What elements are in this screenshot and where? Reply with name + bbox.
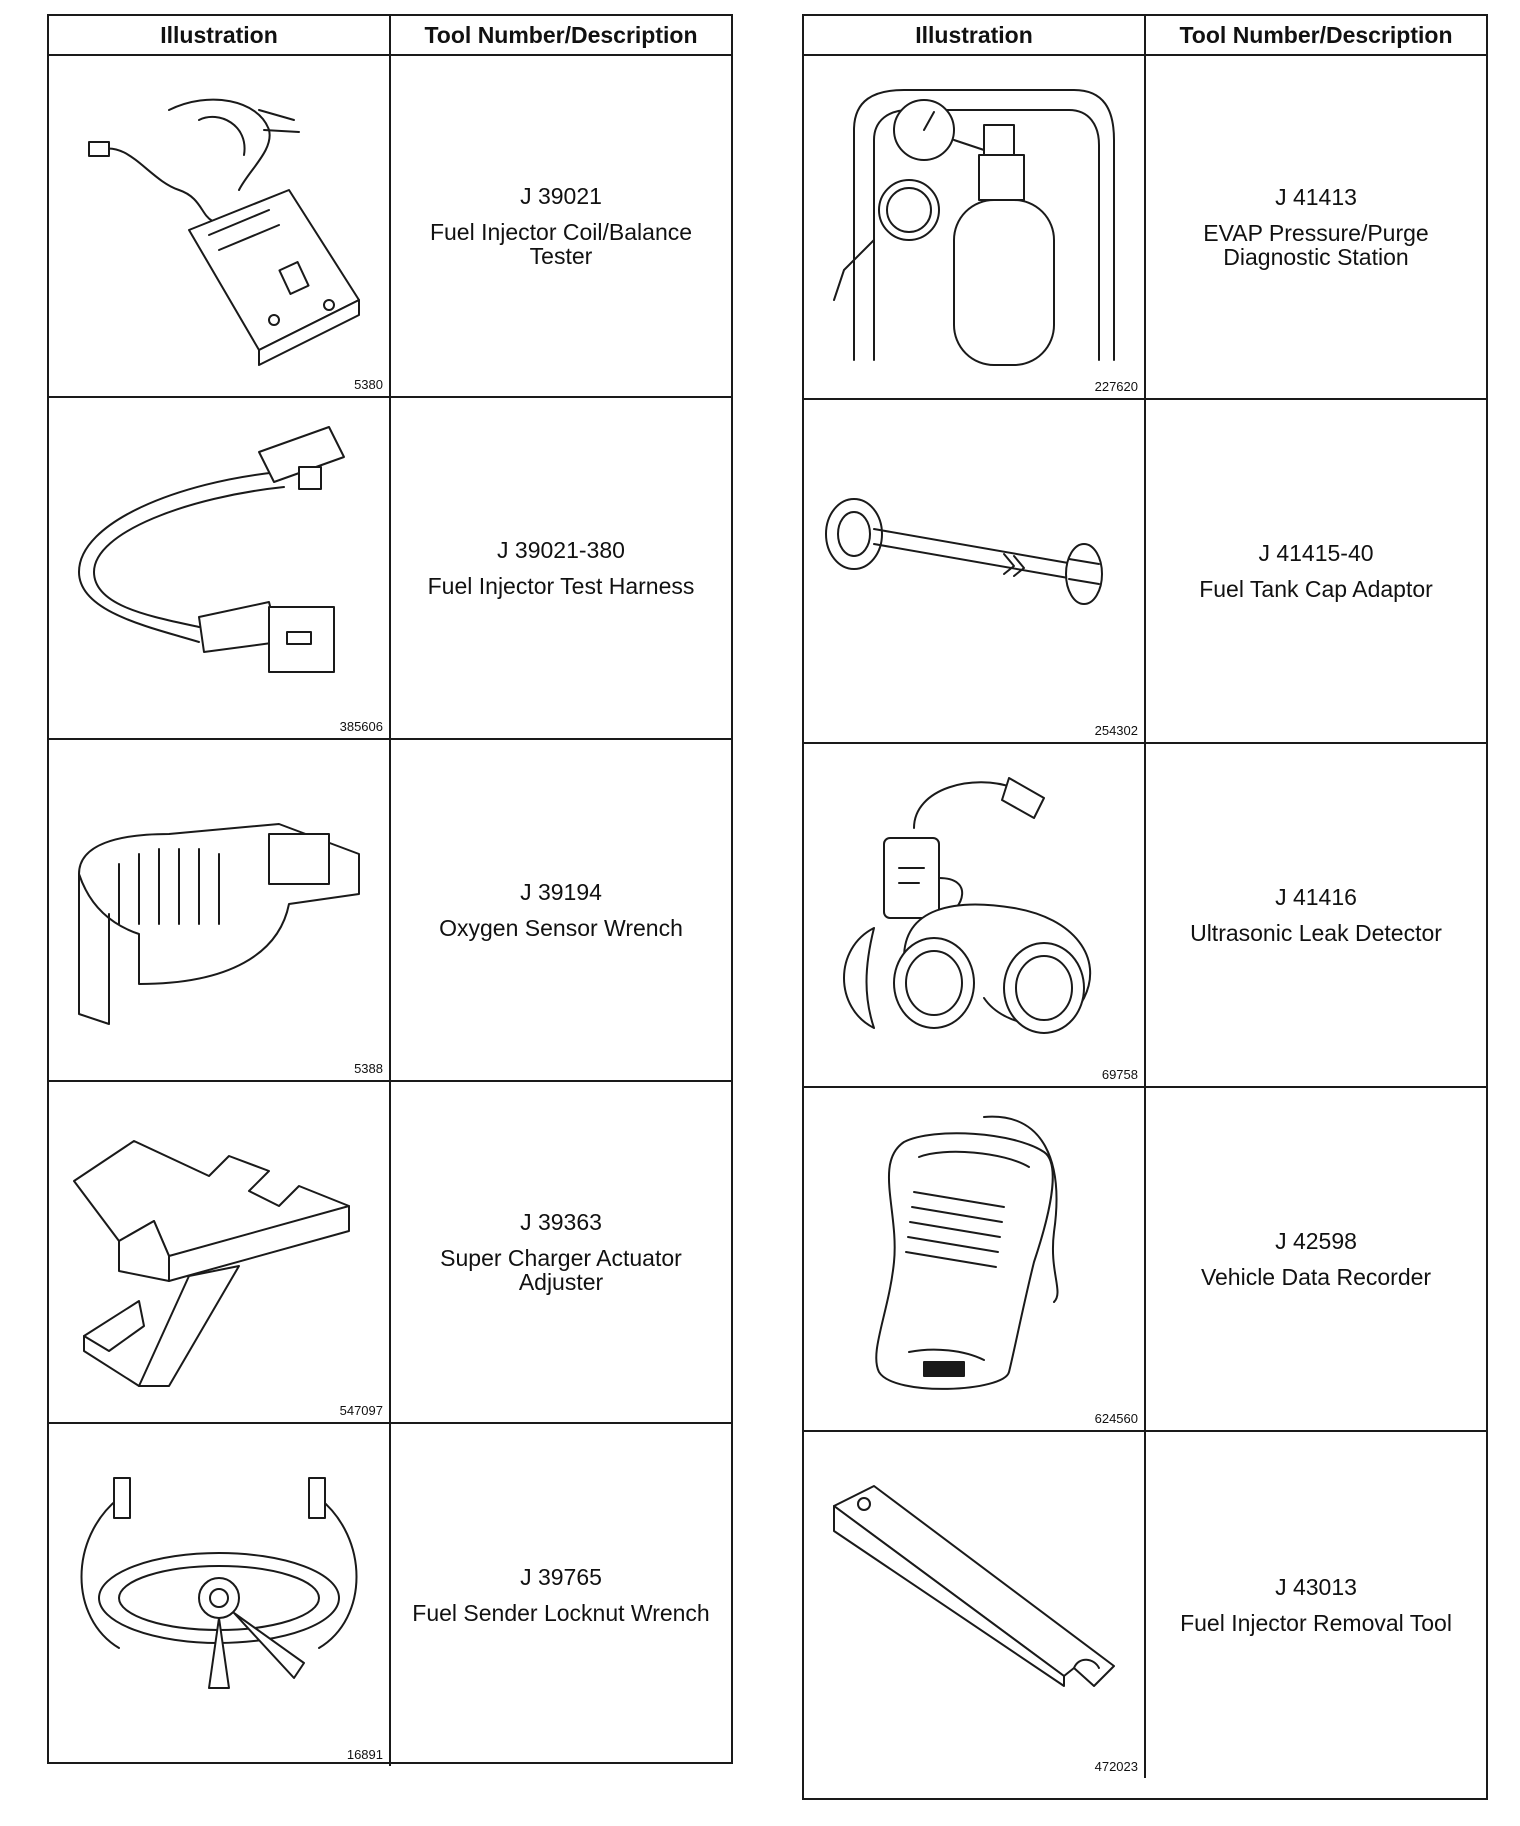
test-harness-icon	[59, 412, 379, 712]
tool-description-cell	[1146, 744, 1486, 1086]
tool-description-cell	[1146, 1432, 1486, 1778]
tool-description-cell	[391, 56, 731, 396]
figure-number: 16891	[346, 1747, 383, 1762]
data-recorder-icon	[814, 1102, 1134, 1402]
tool-number: J 41416	[1275, 883, 1357, 910]
table-row	[49, 1424, 731, 1766]
injector-tester-icon	[59, 70, 379, 370]
figure-number: 472023	[1094, 1759, 1138, 1774]
cap-adaptor-icon	[814, 414, 1134, 714]
tool-description-cell	[1146, 1088, 1486, 1430]
evap-station-icon	[814, 70, 1134, 370]
table-header	[49, 16, 731, 56]
tool-description: Super Charger Actuator Adjuster	[440, 1244, 682, 1296]
table-row	[49, 56, 731, 398]
illustration-cell	[49, 1424, 391, 1766]
tool-table-right	[802, 14, 1488, 1800]
illustration-header: Illustration	[804, 16, 1146, 54]
figure-number: 547097	[339, 1403, 383, 1418]
figure-number: 624560	[1094, 1411, 1138, 1426]
table-row	[804, 56, 1486, 400]
figure-number: 254302	[1094, 723, 1138, 738]
tool-number: J 39021-380	[497, 536, 625, 563]
table-row	[804, 400, 1486, 744]
tool-description: Vehicle Data Recorder	[1200, 1264, 1432, 1290]
tool-description-cell	[391, 398, 731, 738]
illustration-cell	[49, 56, 391, 396]
figure-number: 69758	[1101, 1067, 1138, 1082]
figure-number: 5380	[354, 377, 383, 392]
tool-number: J 42598	[1275, 1227, 1357, 1254]
tool-number: J 41413	[1275, 183, 1357, 210]
tool-description: Fuel Injector Coil/Balance Tester	[429, 218, 693, 270]
table-row	[804, 744, 1486, 1088]
table-header	[804, 16, 1486, 56]
tool-description: Fuel Injector Removal Tool	[1180, 1610, 1452, 1636]
illustration-cell	[49, 1082, 391, 1422]
leak-detector-icon	[814, 758, 1134, 1058]
illustration-cell	[804, 1088, 1146, 1430]
table-row	[804, 1088, 1486, 1432]
illustration-cell	[804, 1432, 1146, 1778]
tool-number: J 41415-40	[1258, 539, 1374, 566]
tool-description-cell	[391, 1424, 731, 1766]
table-row	[49, 398, 731, 740]
figure-number: 5388	[354, 1061, 383, 1076]
illustration-header: Illustration	[49, 16, 391, 54]
sensor-wrench-icon	[59, 754, 379, 1054]
table-row	[49, 1082, 731, 1424]
tool-description: EVAP Pressure/Purge Diagnostic Station	[1203, 219, 1429, 271]
figure-number: 227620	[1094, 379, 1138, 394]
tool-description: Fuel Tank Cap Adaptor	[1199, 576, 1433, 602]
actuator-adjuster-icon	[59, 1096, 379, 1396]
tool-number: J 43013	[1275, 1573, 1357, 1600]
illustration-cell	[49, 398, 391, 738]
tool-description-cell	[1146, 400, 1486, 742]
tool-description: Oxygen Sensor Wrench	[439, 915, 683, 941]
illustration-cell	[804, 400, 1146, 742]
locknut-wrench-icon	[59, 1438, 379, 1738]
illustration-cell	[804, 56, 1146, 398]
tool-description-cell	[391, 740, 731, 1080]
removal-tool-icon	[814, 1446, 1134, 1746]
tool-number: J 39194	[520, 878, 602, 905]
illustration-cell	[804, 744, 1146, 1086]
tool-description-cell	[391, 1082, 731, 1422]
tool-number: J 39765	[520, 1563, 602, 1590]
table-row	[804, 1432, 1486, 1778]
tool-description: Ultrasonic Leak Detector	[1190, 920, 1442, 946]
tool-description: Fuel Injector Test Harness	[427, 573, 695, 599]
tool-description: Fuel Sender Locknut Wrench	[412, 1600, 710, 1626]
tool-table-left	[47, 14, 733, 1764]
figure-number: 385606	[339, 719, 383, 734]
tool-number: J 39363	[520, 1208, 602, 1235]
tool-header: Tool Number/Description	[424, 21, 698, 48]
tool-number: J 39021	[520, 182, 602, 209]
table-row	[49, 740, 731, 1082]
illustration-cell	[49, 740, 391, 1080]
tool-header: Tool Number/Description	[1179, 21, 1453, 48]
tool-description-cell	[1146, 56, 1486, 398]
